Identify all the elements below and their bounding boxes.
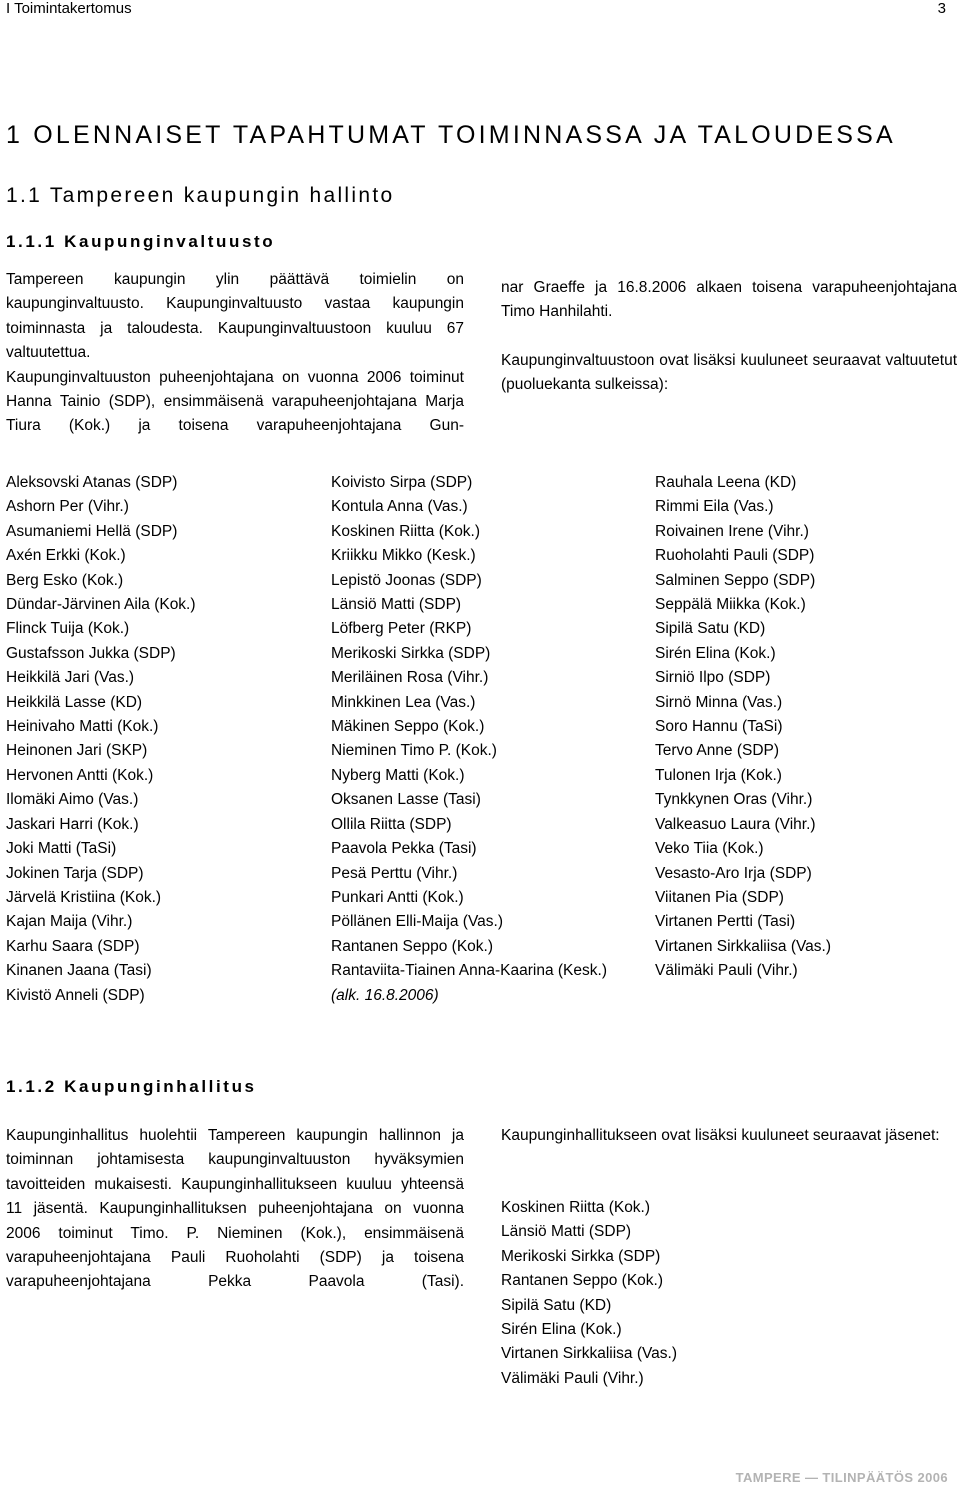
subsection-title-council: 1.1.1 Kaupunginvaltuusto — [6, 232, 276, 251]
page-footer: TAMPERE — TILINPÄÄTÖS 2006 — [735, 1470, 948, 1485]
member-name: Sirniö Ilpo (SDP) — [655, 669, 771, 687]
member-name: Heikkilä Jari (Vas.) — [6, 669, 135, 687]
member-note: (alk. 16.8.2006) — [331, 986, 439, 1004]
member-name: Sirén Elina (Kok.) — [655, 644, 776, 662]
member-name: Vesasto-Aro Irja (SDP) — [655, 864, 812, 882]
member-name: Ollila Riitta (SDP) — [331, 815, 452, 833]
member-name: Löfberg Peter (RKP) — [331, 620, 472, 638]
member-name: Salminen Seppo (SDP) — [655, 571, 816, 589]
member-name: Koskinen Riitta (Kok.) — [501, 1199, 651, 1216]
member-name: Virtanen Sirkkaliisa (Vas.) — [501, 1345, 678, 1363]
member-name: Merikoski Sirkka (SDP) — [501, 1247, 661, 1265]
member-name: Asumaniemi Hellä (SDP) — [6, 522, 178, 540]
member-name: Heinonen Jari (SKP) — [6, 742, 148, 760]
member-name: Kivistö Anneli (SDP) — [6, 986, 145, 1004]
member-name: Pesä Perttu (Vihr.) — [331, 864, 458, 882]
member-name: Ruoholahti Pauli (SDP) — [655, 547, 815, 565]
member-name: Kriikku Mikko (Kesk.) — [331, 547, 476, 565]
member-name: Viitanen Pia (SDP) — [655, 888, 784, 906]
member-name: Jaskari Harri (Kok.) — [6, 815, 139, 833]
council-members-column-3 — [655, 471, 831, 984]
member-name: Mäkinen Seppo (Kok.) — [331, 718, 485, 736]
member-name: Roivainen Irene (Vihr.) — [655, 522, 809, 540]
member-name: Länsiö Matti (SDP) — [331, 596, 462, 614]
member-name: Gustafsson Jukka (SDP) — [6, 644, 176, 662]
member-name: Välimäki Pauli (Vihr.) — [655, 962, 798, 980]
chapter-title: 1 OLENNAISET TAPAHTUMAT TOIMINNASSA JA TALOUDESSA — [6, 121, 896, 149]
board-members-intro: Kaupunginhallitukseen ovat lisäksi kuuluneet seuraavat jäsenet: — [501, 1127, 940, 1144]
member-name: Tervo Anne (SDP) — [655, 742, 780, 760]
member-name: Välimäki Pauli (Vihr.) — [501, 1369, 644, 1387]
member-name: Seppälä Miikka (Kok.) — [655, 596, 806, 614]
member-name: Aleksovski Atanas (SDP) — [6, 474, 178, 491]
member-name: Kinanen Jaana (Tasi) — [6, 962, 152, 980]
section-title: 1.1 Tampereen kaupungin hallinto — [6, 184, 395, 207]
member-name: Dündar-Järvinen Aila (Kok.) — [6, 596, 196, 614]
council-members-column-1 — [6, 471, 196, 1008]
member-name: Hervonen Antti (Kok.) — [6, 766, 154, 784]
subsection-title-board: 1.1.2 Kaupunginhallitus — [6, 1077, 257, 1096]
council-chair-continued: nar Graeffe ja 16.8.2006 alkaen toisena varapuheenjohtajana Timo Hanhilahti. — [501, 279, 957, 321]
member-name: Soro Hannu (TaSi) — [655, 718, 783, 736]
member-name: Minkkinen Lea (Vas.) — [331, 693, 476, 711]
member-name: Berg Esko (Kok.) — [6, 571, 124, 589]
member-name: Rantaviita-Tiainen Anna-Kaarina (Kesk.) — [331, 962, 607, 980]
member-name: Nyberg Matti (Kok.) — [331, 766, 465, 784]
member-name: Pöllänen Elli-Maija (Vas.) — [331, 913, 503, 931]
member-name: Paavola Pekka (Tasi) — [331, 840, 477, 858]
council-intro-paragraph: Tampereen kaupungin ylin päättävä toimielin on kaupunginvaltuusto. Kaupunginvaltuusto vastaa kaupungin toiminnasta ja taloudesta. Kaupunginvaltuustoon kuuluu 67 valtuutettua. — [6, 271, 464, 362]
member-name: Ilomäki Aimo (Vas.) — [6, 791, 139, 809]
member-name: Rauhala Leena (KD) — [655, 474, 797, 491]
member-name: Jokinen Tarja (SDP) — [6, 864, 144, 882]
member-name: Axén Erkki (Kok.) — [6, 547, 126, 565]
member-name: Virtanen Sirkkaliisa (Vas.) — [655, 937, 832, 955]
member-name: Kajan Maija (Vihr.) — [6, 913, 133, 931]
member-name: Virtanen Pertti (Tasi) — [655, 913, 796, 931]
member-name: Ashorn Per (Vihr.) — [6, 498, 129, 516]
page-number: 3 — [937, 0, 946, 17]
member-name: Järvelä Kristiina (Kok.) — [6, 888, 162, 906]
member-name: Joki Matti (TaSi) — [6, 840, 117, 858]
member-name: Heinivaho Matti (Kok.) — [6, 718, 159, 736]
member-name: Punkari Antti (Kok.) — [331, 888, 464, 906]
board-members-intro-block — [501, 1124, 957, 1148]
council-members-column-2 — [331, 471, 607, 1008]
member-name: Sirén Elina (Kok.) — [501, 1321, 622, 1339]
member-name: Lepistö Joonas (SDP) — [331, 571, 482, 589]
board-description-paragraph: Kaupunginhallitus huolehtii Tampereen kaupungin hallinnon ja toiminnan johtamisesta kaupunginvaltuuston hyväksymien tavoitteiden mukaisesti. Kaupunginhallitukseen kuuluu yhteensä 11 jäsentä. Kaupunginhallituksen puheenjohtajana on vuonna 2006 toiminut Timo. P. Nieminen (Kok.), ensimmäisenä varapuheenjohtajana Pauli Ruoholahti (SDP) ja toisena varapuheenjohtajana Pekka Paavola (Tasi). — [6, 1127, 464, 1291]
member-name: Nieminen Timo P. (Kok.) — [331, 742, 497, 760]
member-name: Merikoski Sirkka (SDP) — [331, 644, 491, 662]
member-name: Sirnö Minna (Vas.) — [655, 693, 783, 711]
member-name: Oksanen Lasse (Tasi) — [331, 791, 481, 809]
member-name: Koivisto Sirpa (SDP) — [331, 474, 473, 491]
council-members-column-2-list — [331, 471, 607, 984]
member-name: Länsiö Matti (SDP) — [501, 1223, 632, 1241]
member-name: Valkeasuo Laura (Vihr.) — [655, 815, 816, 833]
council-members-intro: Kaupunginvaltuustoon ovat lisäksi kuuluneet seuraavat valtuutetut (puoluekanta sulkeissa): — [501, 351, 957, 394]
member-name: Sipilä Satu (KD) — [501, 1296, 612, 1314]
running-header-section: I Toimintakertomus — [6, 0, 132, 17]
member-name: Sipilä Satu (KD) — [655, 620, 766, 638]
member-name: Rimmi Eila (Vas.) — [655, 498, 774, 516]
member-name: Meriläinen Rosa (Vihr.) — [331, 669, 489, 687]
member-name: Tynkkynen Oras (Vihr.) — [655, 791, 813, 809]
council-chair-paragraph: Kaupunginvaltuuston puheenjohtajana on vuonna 2006 toiminut Hanna Tainio (SDP), ensimmäisenä varapuheenjohtajana Marja Tiura (Kok.) ja toisena varapuheenjohtajana Gun- — [6, 368, 464, 435]
council-intro-right — [501, 276, 957, 398]
member-name: Tulonen Irja (Kok.) — [655, 766, 782, 784]
member-name: Kontula Anna (Vas.) — [331, 498, 468, 516]
member-name: Veko Tiia (Kok.) — [655, 840, 764, 858]
member-name: Flinck Tuija (Kok.) — [6, 620, 130, 638]
board-description — [6, 1124, 464, 1295]
member-name: Koskinen Riitta (Kok.) — [331, 522, 481, 540]
board-members-list — [501, 1196, 677, 1391]
council-intro-left — [6, 268, 464, 439]
member-name: Heikkilä Lasse (KD) — [6, 693, 143, 711]
member-name: Rantanen Seppo (Kok.) — [331, 937, 493, 955]
member-name: Karhu Saara (SDP) — [6, 937, 140, 955]
member-name: Rantanen Seppo (Kok.) — [501, 1272, 663, 1290]
